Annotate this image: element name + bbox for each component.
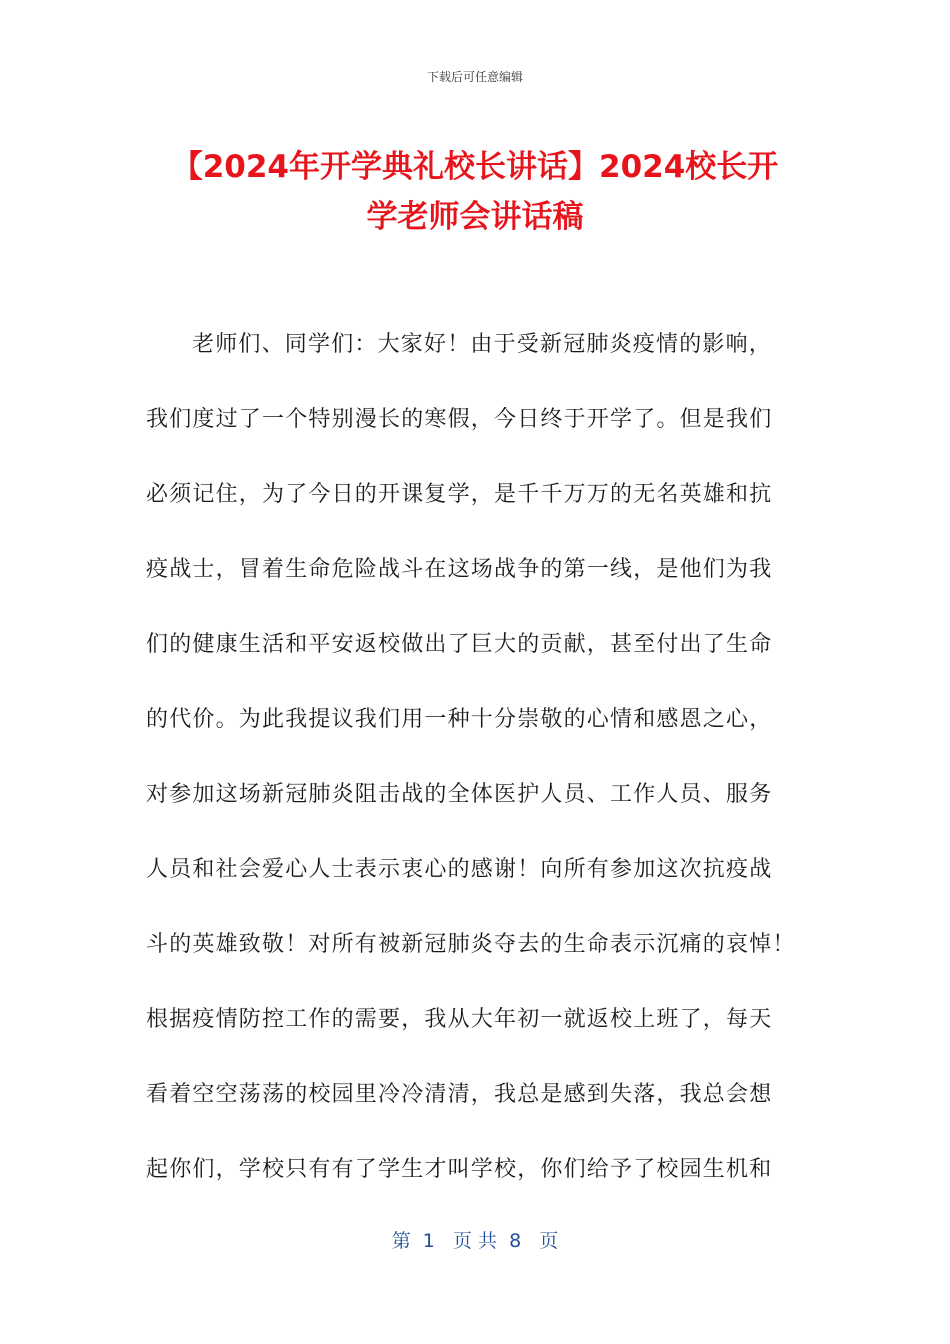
body-line: 看着空空荡荡的校园里冷冷清清，我总是感到失落，我总会想 [146,1082,773,1107]
body-line: 的代价。为此我提议我们用一种十分崇敬的心情和感恩之心， [146,707,773,732]
body-paragraph [146,320,806,1220]
body-line: 们的健康生活和平安返校做出了巨大的贡献，甚至付出了生命 [146,632,773,657]
body-line: 人员和社会爱心人士表示衷心的感谢！向所有参加这次抗疫战 [146,857,773,882]
body-line: 必须记住，为了今日的开课复学，是千千万万的无名英雄和抗 [146,482,773,507]
body-line: 老师们、同学们：大家好！由于受新冠肺炎疫情的影响， [192,332,773,357]
header-note: 下载后可任意编辑 [426,70,523,84]
body-line: 对参加这场新冠肺炎阻击战的全体医护人员、工作人员、服务 [146,782,773,807]
body-line: 疫战士，冒着生命危险战斗在这场战争的第一线，是他们为我 [146,557,773,582]
body-line: 起你们，学校只有有了学生才叫学校，你们给予了校园生机和 [146,1157,773,1182]
title-line-2: 学老师会讲话稿 [366,199,584,235]
body-line: 根据疫情防控工作的需要，我从大年初一就返校上班了，每天 [146,1007,773,1032]
page-number-footer: 第 1 页 共 8 页 [391,1230,559,1252]
title-line-1: 【2024年开学典礼校长讲话】2024校长开 [171,149,779,185]
body-line: 我们度过了一个特别漫长的寒假，今日终于开学了。但是我们 [146,407,773,432]
document-title [130,142,820,242]
body-line: 斗的英雄致敬！对所有被新冠肺炎夺去的生命表示沉痛的哀悼！ [146,932,796,957]
